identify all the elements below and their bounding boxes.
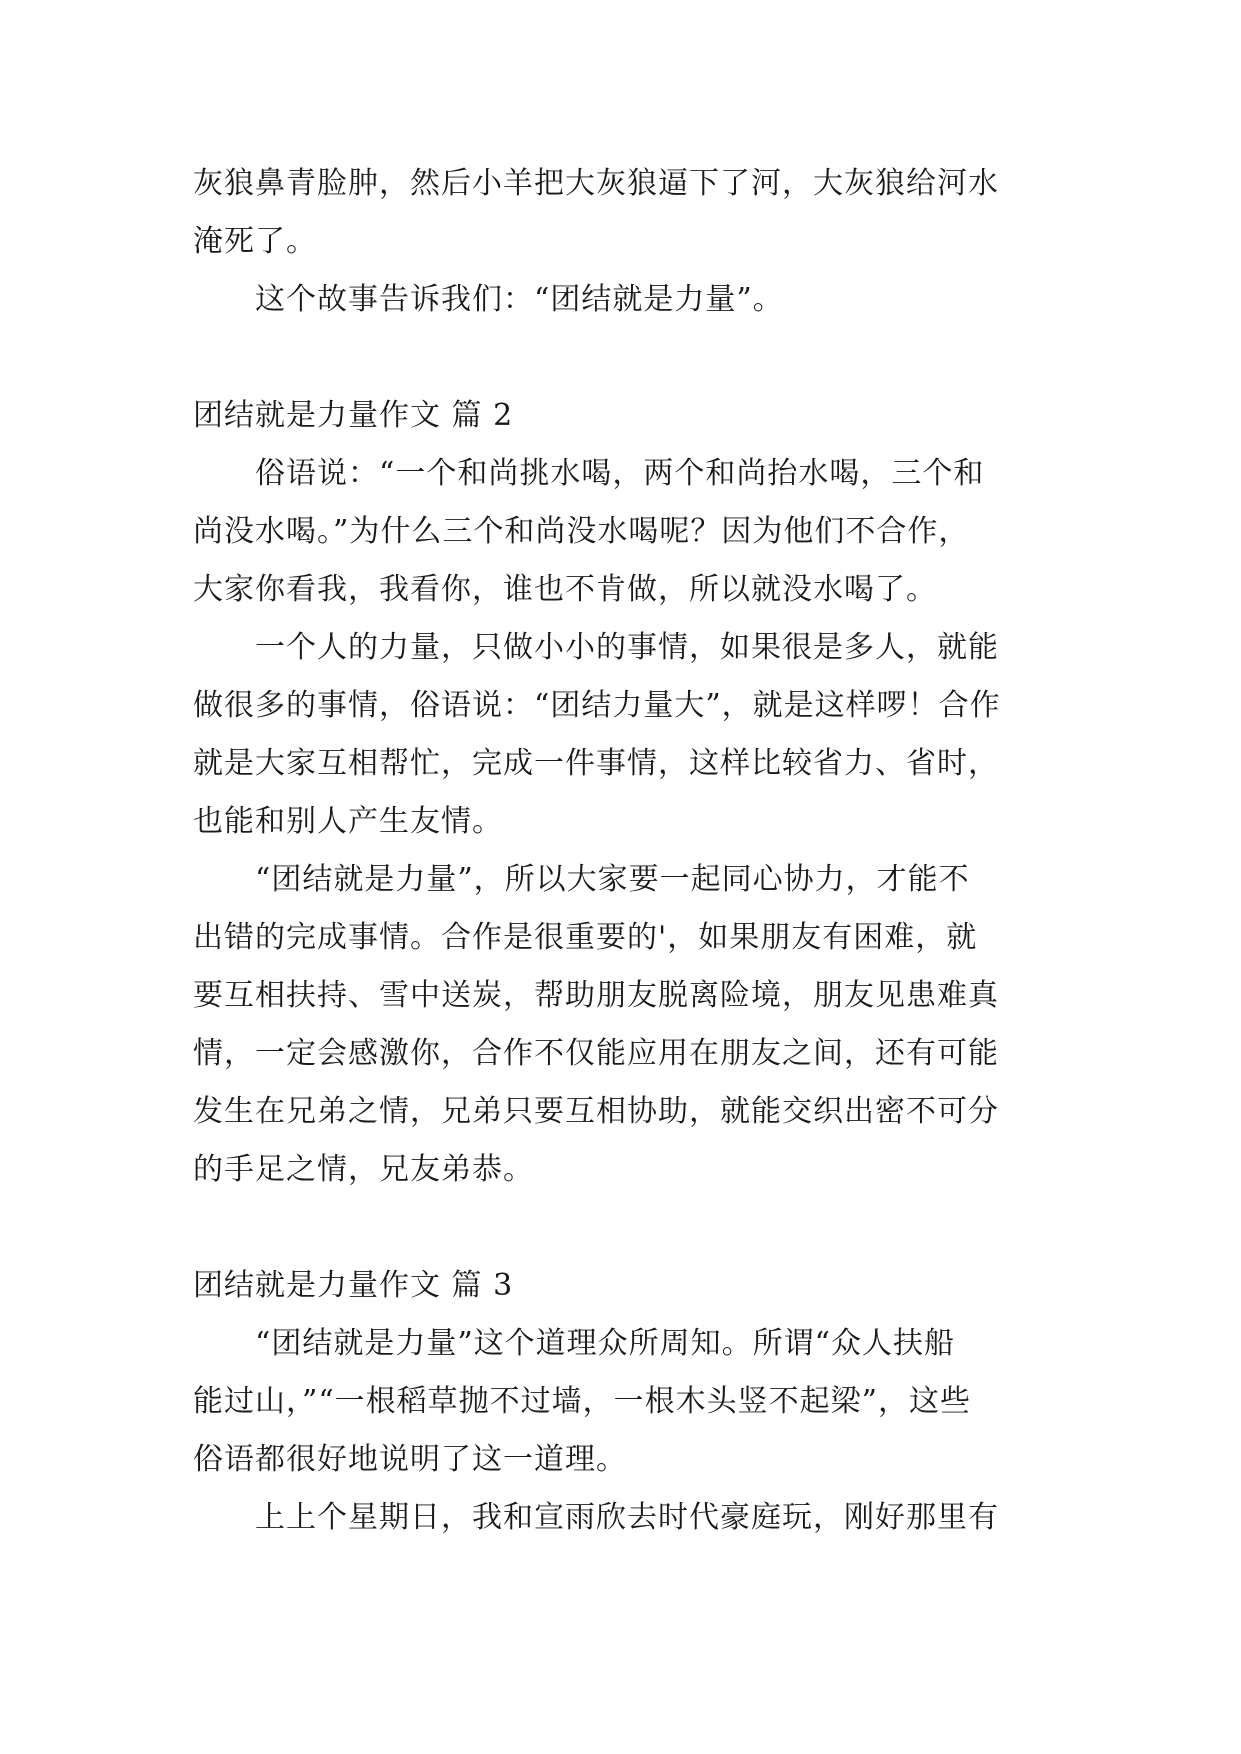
paragraph-line: 就是大家互相帮忙，完成一件事情，这样比较省力、省时， xyxy=(193,746,999,781)
paragraph-line: 一个人的力量，只做小小的事情，如果很是多人，就能 xyxy=(255,630,999,665)
paragraph-line: 尚没水喝。”为什么三个和尚没水喝呢？因为他们不合作， xyxy=(193,514,970,549)
paragraph-line: 也能和别人产生友情。 xyxy=(193,804,503,839)
paragraph-line: 这个故事告诉我们：“团结就是力量”。 xyxy=(255,282,784,317)
paragraph-line: “团结就是力量”这个道理众所周知。所谓“众人扶船 xyxy=(255,1326,956,1361)
paragraph-line: “团结就是力量”，所以大家要一起同心协力，才能不 xyxy=(255,862,970,897)
section-heading: 团结就是力量作文 篇 3 xyxy=(193,1268,514,1303)
paragraph-line: 灰狼鼻青脸肿，然后小羊把大灰狼逼下了河，大灰狼给河水 xyxy=(193,166,999,201)
paragraph-line: 情，一定会感激你，合作不仅能应用在朋友之间，还有可能 xyxy=(193,1036,999,1071)
paragraph-line: 淹死了。 xyxy=(193,224,317,259)
document-page xyxy=(193,155,1053,1547)
paragraph-line: 的手足之情，兄友弟恭。 xyxy=(193,1152,534,1187)
section-spacer xyxy=(193,329,1053,387)
paragraph-line: 做很多的事情，俗语说：“团结力量大”，就是这样啰！合作 xyxy=(193,688,1001,723)
paragraph-line: 要互相扶持、雪中送炭，帮助朋友脱离险境，朋友见患难真 xyxy=(193,978,999,1013)
paragraph-line: 大家你看我，我看你，谁也不肯做，所以就没水喝了。 xyxy=(193,572,937,607)
paragraph-line: 俗语说：“一个和尚挑水喝，两个和尚抬水喝，三个和 xyxy=(255,456,985,491)
paragraph-line: 发生在兄弟之情，兄弟只要互相协助，就能交织出密不可分 xyxy=(193,1094,999,1129)
paragraph-line: 上上个星期日，我和宣雨欣去时代豪庭玩，刚好那里有 xyxy=(255,1500,999,1535)
paragraph-line: 能过山，”“一根稻草抛不过墙，一根木头竖不起梁”，这些 xyxy=(193,1384,972,1419)
paragraph-line: 俗语都很好地说明了这一道理。 xyxy=(193,1442,627,1477)
paragraph-line: 出错的完成事情。合作是很重要的'，如果朋友有困难，就 xyxy=(193,920,978,955)
section-heading: 团结就是力量作文 篇 2 xyxy=(193,398,514,433)
section-spacer xyxy=(193,1199,1053,1257)
